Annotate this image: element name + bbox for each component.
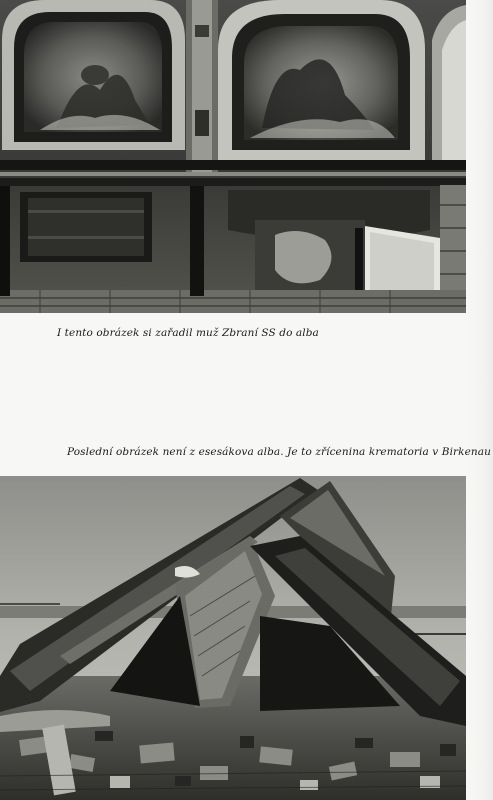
caption-ruins: Poslední obrázek není z esesákova alba. Je to zřícenina krematoria v Birkenau [67, 446, 492, 458]
crematorium-ruins-photo [0, 476, 466, 800]
page-edge [467, 0, 493, 800]
crematorium-ovens-photo [0, 0, 466, 313]
caption-ovens: I tento obrázek si zařadil muž Zbraní SS do alba [57, 327, 319, 339]
